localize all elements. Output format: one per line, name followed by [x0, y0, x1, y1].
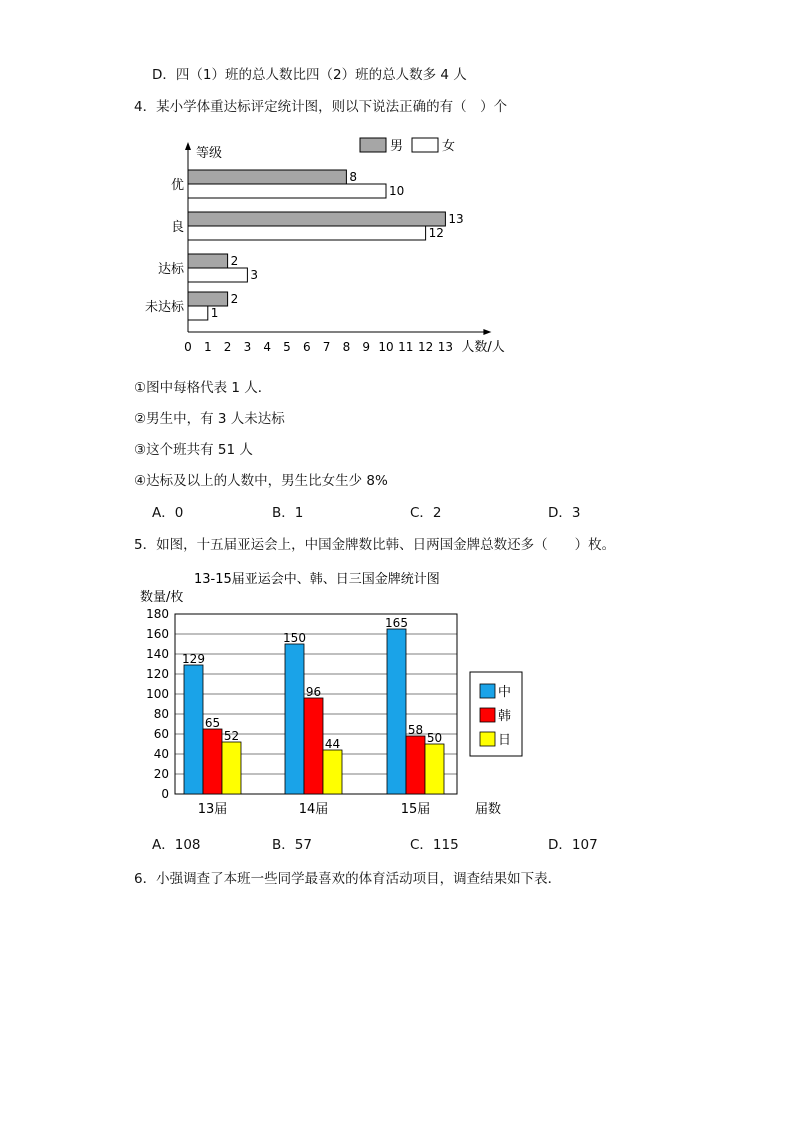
bar-china	[285, 644, 304, 794]
data-label: 12	[428, 226, 444, 240]
y-tick-label: 120	[146, 667, 169, 681]
q5-option-c[interactable]: C．115	[410, 837, 459, 853]
bar-korea	[203, 729, 222, 794]
y-tick-label: 80	[153, 707, 169, 721]
statement-3: ③这个班共有 51 人	[134, 442, 253, 458]
q4-option-c[interactable]: C．2	[410, 505, 442, 521]
data-label: 50	[426, 731, 443, 745]
x-tick-label: 10	[378, 340, 394, 354]
legend-label: 中	[498, 685, 512, 700]
q4-option-b[interactable]: B．1	[272, 505, 304, 521]
bar-japan	[222, 742, 241, 794]
legend-label: 日	[498, 733, 512, 748]
y-tick-label: 160	[146, 627, 169, 641]
y-tick-label: 60	[153, 727, 169, 741]
x-tick-label: 1	[203, 340, 212, 354]
category-label: 15届	[400, 802, 431, 817]
data-label: 96	[305, 685, 322, 699]
category-label: 14届	[298, 802, 329, 817]
category-label: 优	[170, 178, 184, 193]
grade-bar-chart	[130, 136, 530, 356]
data-label: 3	[250, 268, 259, 282]
x-tick-label: 0	[184, 340, 192, 354]
bar-korea	[406, 736, 425, 794]
bar-male	[188, 170, 346, 184]
data-label: 8	[349, 170, 358, 184]
legend-label: 男	[390, 139, 404, 154]
bar-female	[188, 226, 426, 240]
chart-title: 13-15届亚运会中、韩、日三国金牌统计图	[194, 572, 440, 587]
legend-label: 韩	[498, 709, 512, 724]
y-tick-label: 180	[146, 607, 169, 621]
data-label: 58	[407, 723, 424, 737]
data-label: 150	[283, 631, 306, 645]
data-label: 10	[389, 184, 405, 198]
bar-china	[387, 629, 406, 794]
x-tick-label: 7	[322, 340, 331, 354]
q3-option-d: D．四（1）班的总人数比四（2）班的总人数多 4 人	[152, 67, 467, 83]
data-label: 165	[385, 616, 408, 630]
bar-male	[188, 292, 228, 306]
y-axis-arrow	[185, 142, 191, 150]
bar-male	[188, 254, 228, 268]
statement-1: ①图中每格代表 1 人．	[134, 380, 272, 396]
x-tick-label: 9	[362, 340, 371, 354]
x-tick-label: 4	[263, 340, 272, 354]
q6-stem: 6．小强调查了本班一些同学最喜欢的体育活动项目，调查结果如下表．	[134, 871, 562, 887]
data-label: 44	[324, 737, 341, 751]
x-tick-label: 5	[283, 340, 291, 354]
legend-swatch	[412, 138, 438, 152]
bar-female	[188, 184, 386, 198]
q5-option-a[interactable]: A．108	[152, 837, 201, 853]
x-tick-label: 2	[223, 340, 232, 354]
y-tick-label: 20	[153, 767, 169, 781]
category-label: 良	[170, 220, 184, 235]
y-tick-label: 140	[146, 647, 169, 661]
legend-label: 女	[442, 139, 456, 154]
bar-japan	[323, 750, 342, 794]
statement-2: ②男生中，有 3 人未达标	[134, 411, 285, 427]
y-tick-label: 40	[153, 747, 169, 761]
gold-medal-chart	[130, 566, 550, 826]
q5-stem: 5．如图，十五届亚运会上，中国金牌数比韩、日两国金牌总数还多（ ）枚。	[134, 537, 616, 553]
data-label: 2	[230, 254, 239, 268]
legend-swatch	[480, 684, 495, 698]
data-label: 13	[448, 212, 464, 226]
x-axis-label: 人数/人	[461, 340, 505, 355]
x-tick-label: 6	[302, 340, 311, 354]
x-tick-label: 8	[342, 340, 351, 354]
q4-option-d[interactable]: D．3	[548, 505, 581, 521]
legend-swatch	[480, 732, 495, 746]
bar-korea	[304, 698, 323, 794]
data-label: 2	[230, 292, 239, 306]
q5-option-b[interactable]: B．57	[272, 837, 312, 853]
bar-male	[188, 212, 445, 226]
x-axis-arrow	[483, 329, 491, 335]
x-tick-label: 3	[243, 340, 252, 354]
category-label: 13届	[197, 802, 228, 817]
data-label: 52	[223, 729, 240, 743]
statement-4: ④达标及以上的人数中，男生比女生少 8%	[134, 473, 388, 489]
q4-option-a[interactable]: A．0	[152, 505, 184, 521]
legend-swatch	[360, 138, 386, 152]
y-tick-label: 100	[146, 687, 169, 701]
data-label: 129	[182, 652, 205, 666]
q4-stem: 4．某小学体重达标评定统计图，则以下说法正确的有（ ）个	[134, 99, 508, 115]
bar-female	[188, 268, 247, 282]
bar-china	[184, 665, 203, 794]
y-axis-label: 等级	[196, 146, 223, 161]
legend-swatch	[480, 708, 495, 722]
y-axis-label: 数量/枚	[140, 590, 184, 605]
y-tick-label: 0	[161, 787, 169, 801]
x-tick-label: 13	[437, 340, 454, 354]
q5-option-d[interactable]: D．107	[548, 837, 598, 853]
legend-box	[470, 672, 522, 756]
category-label: 达标	[157, 262, 184, 277]
x-tick-label: 12	[417, 340, 434, 354]
data-label: 65	[204, 716, 221, 730]
category-label: 未达标	[144, 300, 184, 315]
data-label: 1	[210, 306, 219, 320]
x-tick-label: 11	[398, 340, 414, 354]
x-axis-label: 届数	[475, 802, 502, 817]
bar-japan	[425, 744, 444, 794]
bar-female	[188, 306, 208, 320]
